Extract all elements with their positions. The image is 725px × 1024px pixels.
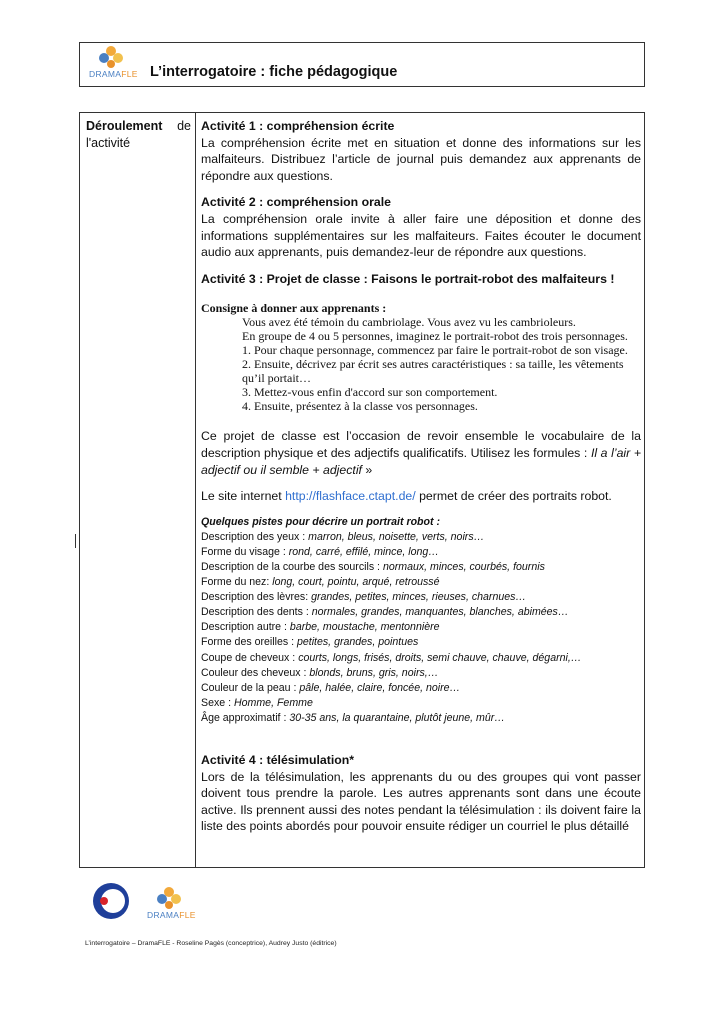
consigne-line: 2. Ensuite, décrivez par écrit ses autres caractéristiques : sa taille, les vêtements qu’il portait… [242,357,624,386]
piste-item: Couleur de la peau : pâle, halée, claire, foncée, noire… [201,681,461,694]
column-divider [195,113,196,867]
consigne-list [201,315,641,413]
piste-item: Forme du nez: long, court, pointu, arqué, retroussé [201,576,440,589]
piste-item: Description de la courbe des sourcils : normaux, minces, courbés, fournis [201,561,545,573]
piste-item: Description des dents : normales, grandes, manquantes, blanches, abimées… [201,606,569,619]
consigne-line: En groupe de 4 ou 5 personnes, imaginez le portrait-robot des trois personnages. [242,329,628,344]
piste-item: Forme du visage : rond, carré, effilé, mince, long… [201,545,439,558]
piste-item: Âge approximatif : 30-35 ans, la quarantaine, plutôt jeune, mûr… [201,711,505,724]
activity2-title: Activité 2 : compréhension orale [201,195,391,210]
piste-item: Description des yeux : marron, bleus, noisette, verts, noirs… [201,530,485,543]
consigne-line: Vous avez été témoin du cambriolage. Vous avez vu les cambrioleurs. [242,315,576,330]
dramafle-logo: DRAMAFLE [85,45,139,85]
site-paragraph: Le site internet http://flashface.ctapt.de/ permet de créer des portraits robot. [201,489,612,504]
flashface-link[interactable]: http://flashface.ctapt.de/ [285,489,416,504]
page-title: L’interrogatoire : fiche pédagogique [150,64,398,80]
footer-credits: L’interrogatoire – DramaFLE - Roseline Pagès (conceptrice), Audrey Justo (éditrice) [85,940,337,947]
circle-logo [92,882,130,920]
piste-item: Sexe : Homme, Femme [201,696,313,709]
activity1-text: La compréhension écrite met en situation et donne des informations sur les malfaiteurs. Distribuez l’article de journal puis demandez aux apprenants de répondre aux questions. [201,135,641,183]
margin-change-bar [75,534,76,548]
activity3-title: Activité 3 : Projet de classe : Faisons le portrait-robot des malfaiteurs ! [201,271,615,286]
consigne-line: 1. Pour chaque personnage, commencez par faire le portrait-robot de son visage. [242,343,628,358]
activity4-title: Activité 4 : télésimulation* [201,753,355,768]
projet-paragraph: Ce projet de classe est l’occasion de revoir ensemble le vocabulaire de la description physique et des adjectifs qualificatifs. Utilisez les formules : Il a l’air + adjectif ou il semble + adjectif » [201,429,641,477]
activity4-text: Lors de la télésimulation, les apprenants du ou des groupes qui vont passer doivent tous prendre la parole. Les autres apprenants sont dans une écoute active. Ils prennent aussi des notes pendant la télésimulation : ils doivent faire la liste des points abordés pour pouvoir ensuite rédiger un courriel le plus détaillé [201,769,641,834]
piste-item: Couleur des cheveux : blonds, bruns, gris, noirs,… [201,666,439,679]
consigne-title: Consigne à donner aux apprenants : [201,301,387,316]
piste-item: Forme des oreilles : petites, grandes, pointues [201,636,419,649]
piste-item: Coupe de cheveux : courts, longs, frisés, droits, semi chauve, chauve, dégarni,… [201,651,582,664]
piste-item: Description des lèvres: grandes, petites, minces, rieuses, charnues… [201,591,527,604]
header-box [79,42,645,87]
piste-item: Description autre : barbe, moustache, mentonnière [201,621,440,634]
consigne-line: 3. Mettez-vous enfin d'accord sur son comportement. [242,385,498,400]
row-label: Déroulement de l'activité [86,119,191,150]
dramafle-logo-footer: DRAMAFLE [143,886,197,926]
pistes-list [201,530,641,726]
activity2-text: La compréhension orale invite à aller faire une déposition et donne des informations supplémentaires sur les malfaiteurs. Faites écouter le document audio aux apprenants, puis demandez-leur de répondre aux questions. [201,211,641,260]
activity1-title: Activité 1 : compréhension écrite [201,119,395,133]
pistes-title: Quelques pistes pour décrire un portrait robot : [201,515,440,528]
content-table [79,112,645,868]
consigne-line: 4. Ensuite, présentez à la classe vos personnages. [242,399,478,414]
row-content [201,118,641,835]
